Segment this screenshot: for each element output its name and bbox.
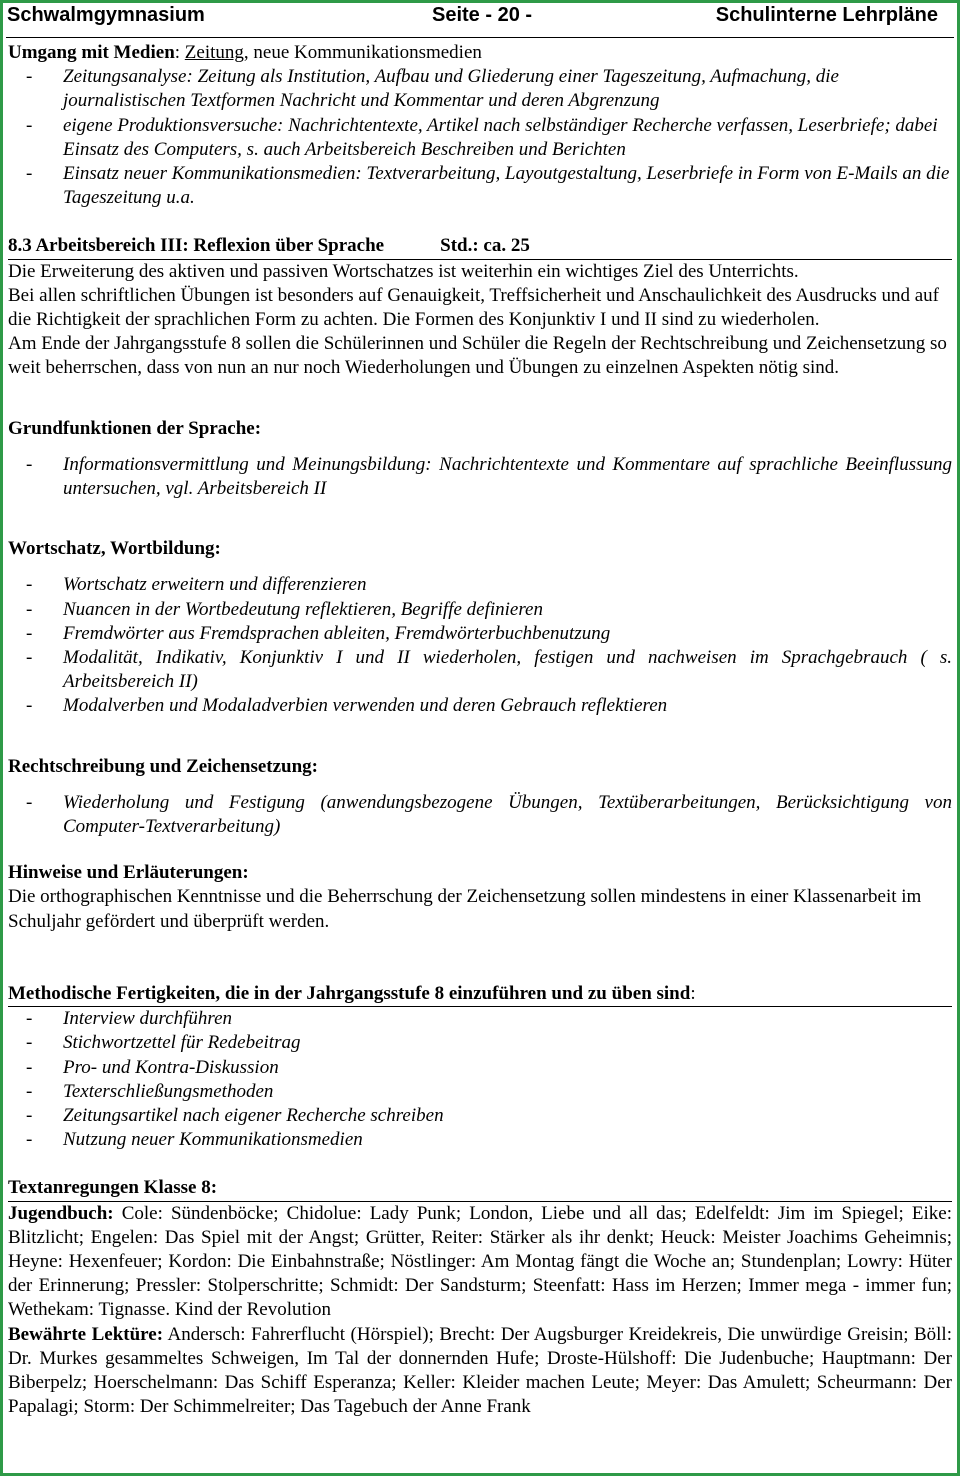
list-item: - Interview durchführen (26, 1008, 233, 1030)
page-header (6, 3, 954, 38)
header-school: Schwalmgymnasium (7, 4, 205, 26)
jugendbuch-text: Cole: Sündenböcke; Chidolue: Lady Punk; London, Liebe und all das; Edelfeldt: Jim im Spiegel; Eike: Blitzlicht; Engelen: Das Spiel mit der Angst; Grütter, Reiter: Stärker als ihr denkt; Heuck: Meister Joachims Geheimnis; Heyne: Hexenfeuer; Kordon: Die Einbahnstraße; Nöstlinger: Am Montag fängt die Woche an; Stundenplan; Lowry: Hüter der Erinnerung; Pressler: Stolperschritte; Schmidt: Der Sandsturm; Steenfatt: Hass im Herzen; Immer mega - immer fun; Wethekam: Tignasse. Kind der Revolution (8, 1202, 952, 1321)
page-content (8, 41, 952, 1419)
hinweise-heading: Hinweise und Erläuterungen: (8, 862, 249, 884)
section-83-heading (8, 234, 952, 259)
grundfunktionen-list (8, 453, 952, 501)
methodisch-heading (8, 982, 952, 1007)
lektuere-paragraph (8, 1323, 952, 1420)
list-item: - Zeitungsanalyse: Zeitung als Institution, Aufbau und Gliederung einer Tageszeitung, Aufmachung, die journalistischen Textformen Nachricht und Kommentar und deren Abgrenzung (26, 66, 839, 112)
list-item: - Wiederholung und Festigung (anwendungsbezogene Übungen, Textüberarbeitungen, Berücksichtigung von Computer-Textverarbeitung) (26, 791, 952, 838)
list-item: - Texterschließungsmethoden (26, 1080, 274, 1102)
wortschatz-list (8, 573, 952, 718)
header-page-number: Seite - 20 - (432, 4, 533, 26)
medien-heading (8, 41, 952, 65)
section-83-title: 8.3 Arbeitsbereich III: Reflexion über Sprache (8, 235, 385, 257)
jugendbuch-paragraph (8, 1202, 952, 1323)
medien-zeitung: Zeitung (184, 42, 244, 63)
methodisch-colon: : (690, 982, 696, 1004)
grundfunktionen-heading: Grundfunktionen der Sprache: (8, 417, 262, 439)
methodisch-title: Methodische Fertigkeiten, die in der Jahrgangsstufe 8 einzuführen und zu üben sind (8, 982, 691, 1004)
list-item: - Modalität, Indikativ, Konjunktiv I und II wiederholen, festigen und nachweisen im Sprachgebrauch ( s. Arbeitsbereich II) (26, 647, 952, 693)
list-item: - Stichwortzettel für Redebeitrag (26, 1032, 301, 1054)
medien-list (8, 65, 952, 210)
list-item: - Einsatz neuer Kommunikationsmedien: Textverarbeitung, Layoutgestaltung, Leserbriefe in Form von E-Mails an die Tageszeitung u.a. (26, 163, 950, 209)
textanregungen-heading: Textanregungen Klasse 8: (8, 1176, 952, 1201)
section-83-p3: Am Ende der Jahrgangsstufe 8 sollen die Schülerinnen und Schüler die Regeln der Rechtschreibung und Zeichensetzung so weit beherrschen, dass von nun an nur noch Wiederholungen und Übungen zu einzelnen Aspekten nötig sind. (8, 333, 947, 379)
list-item: - Wortschatz erweitern und differenzieren (26, 574, 367, 596)
jugendbuch-label: Jugendbuch: (8, 1202, 114, 1224)
hinweise-text: Die orthographischen Kenntnisse und die Beherrschung der Zeichensetzung sollen mindestens in einer Klassenarbeit im Schuljahr gefördert und überprüft werden. (8, 886, 922, 932)
list-item: - Zeitungsartikel nach eigener Recherche schreiben (26, 1104, 444, 1126)
list-item: - Pro- und Kontra-Diskussion (26, 1056, 279, 1078)
rechtschreibung-list (8, 791, 952, 839)
rechtschreibung-heading: Rechtschreibung und Zeichensetzung: (8, 755, 319, 777)
wortschatz-heading: Wortschatz, Wortbildung: (8, 538, 221, 560)
methodisch-list (8, 1007, 952, 1152)
list-item: - Nuancen in der Wortbedeutung reflektieren, Begriffe definieren (26, 598, 543, 620)
section-83-hours: Std.: ca. 25 (440, 235, 530, 257)
lektuere-label: Bewährte Lektüre: (8, 1323, 164, 1345)
section-83-p2: Bei allen schriftlichen Übungen ist besonders auf Genauigkeit, Treffsicherheit und Anschaulichkeit des Ausdrucks und auf die Richtigkeit der sprachlichen Form zu achten. Die Formen des Konjunktiv I und II sind zu wiederholen. (8, 284, 939, 331)
list-item: - eigene Produktionsversuche: Nachrichtentexte, Artikel nach selbständiger Recherche verfassen, Leserbriefe; dabei Einsatz des Computers, s. auch Arbeitsbereich Beschreiben und Berichten (26, 114, 938, 160)
medien-rest: , neue Kommunikationsmedien (243, 42, 482, 63)
header-title: Schulinterne Lehrpläne (715, 4, 938, 26)
list-item: - Fremdwörter aus Fremdsprachen ableiten, Fremdwörterbuchbenutzung (26, 622, 611, 644)
list-item: - Modalverben und Modaladverbien verwenden und deren Gebrauch reflektieren (26, 695, 668, 717)
list-item: - Nutzung neuer Kommunikationsmedien (26, 1129, 363, 1151)
section-83-p1: Die Erweiterung des aktiven und passiven Wortschatzes ist weiterhin ein wichtiges Ziel des Unterrichts. (8, 260, 799, 282)
medien-sep: : (174, 42, 185, 63)
list-item: - Informationsvermittlung und Meinungsbildung: Nachrichtentexte und Kommentare auf sprachliche Beeinflussung untersuchen, vgl. Arbeitsbereich II (26, 453, 952, 500)
lektuere-text: Andersch: Fahrerflucht (Hörspiel); Brecht: Der Augsburger Kreidekreis, Die unwürdige Greisin; Böll: Dr. Murkes gesammeltes Schweigen, Im Tal der donnernden Hufe; Droste-Hülshoff: Die Judenbuche; Hauptmann: Der Biberpelz; Hoerschelmann: Das Schiff Esperanza; Keller: Kleider machen Leute; Meyer: Das Amulett; Scheurmann: Der Papalagi; Storm: Der Schimmelreiter; Das Tagebuch der Anne Frank (8, 1323, 952, 1418)
medien-label: Umgang mit Medien (8, 42, 175, 63)
